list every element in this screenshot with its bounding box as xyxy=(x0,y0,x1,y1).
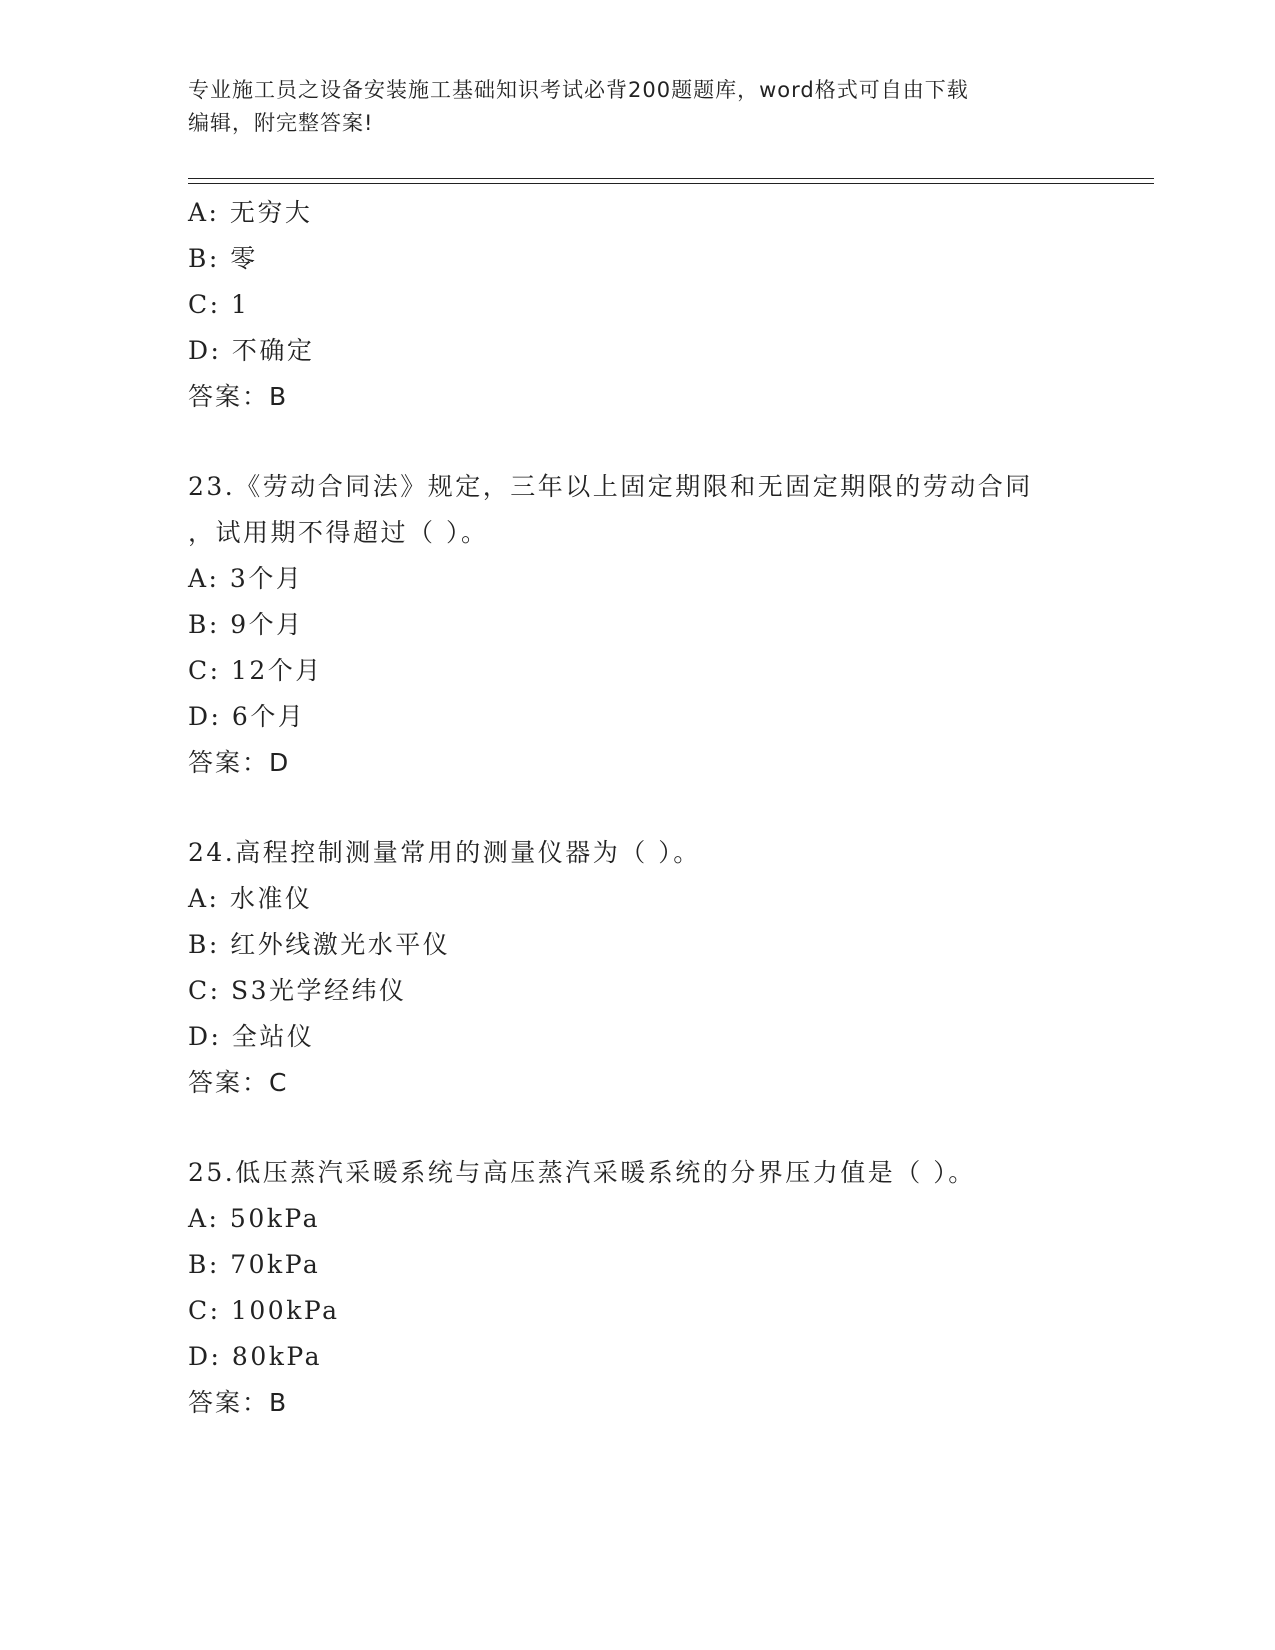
spacer xyxy=(188,1106,1148,1150)
option-b: B: 9个月 xyxy=(188,610,304,639)
question-list xyxy=(188,190,1148,1426)
spacer xyxy=(188,420,1148,464)
answer-line: 答案：C xyxy=(188,1068,289,1097)
option-d: D: 不确定 xyxy=(188,336,315,365)
header-title-line-2: 编辑，附完整答案! xyxy=(188,111,374,135)
option-b: B: 零 xyxy=(188,244,258,273)
option-d: D: 80kPa xyxy=(188,1342,322,1371)
question-stem-line-2: ，试用期不得超过（ ）。 xyxy=(188,518,489,547)
question-stem-line-1: 24.高程控制测量常用的测量仪器为（ ）。 xyxy=(188,838,701,867)
question-block-24 xyxy=(188,830,1148,1106)
answer-line: 答案：D xyxy=(188,748,291,777)
header-title-line-1: 专业施工员之设备安装施工基础知识考试必背200题题库，word格式可自由下载 xyxy=(188,78,969,102)
option-d: D: 6个月 xyxy=(188,702,306,731)
option-a: A: 3个月 xyxy=(188,564,304,593)
option-b: B: 70kPa xyxy=(188,1250,321,1279)
question-block-23 xyxy=(188,464,1148,786)
document-header xyxy=(188,74,1068,140)
option-c: C: S3光学经纬仪 xyxy=(188,976,407,1005)
question-stem-line-1: 25.低压蒸汽采暖系统与高压蒸汽采暖系统的分界压力值是（ ）。 xyxy=(188,1158,976,1187)
spacer xyxy=(188,786,1148,830)
option-c: C: 12个月 xyxy=(188,656,323,685)
header-divider-bottom xyxy=(188,183,1154,184)
question-block-22 xyxy=(188,190,1148,420)
answer-line: 答案：B xyxy=(188,382,289,411)
question-block-25 xyxy=(188,1150,1148,1426)
option-c: C: 100kPa xyxy=(188,1296,340,1325)
option-c: C: 1 xyxy=(188,290,250,319)
option-a: A: 无穷大 xyxy=(188,198,313,227)
header-divider-top xyxy=(188,178,1154,179)
option-b: B: 红外线激光水平仪 xyxy=(188,930,451,959)
option-a: A: 50kPa xyxy=(188,1204,320,1233)
option-d: D: 全站仪 xyxy=(188,1022,315,1051)
option-a: A: 水准仪 xyxy=(188,884,313,913)
answer-line: 答案：B xyxy=(188,1388,289,1417)
question-stem-line-1: 23.《劳动合同法》规定，三年以上固定期限和无固定期限的劳动合同 xyxy=(188,472,1033,501)
